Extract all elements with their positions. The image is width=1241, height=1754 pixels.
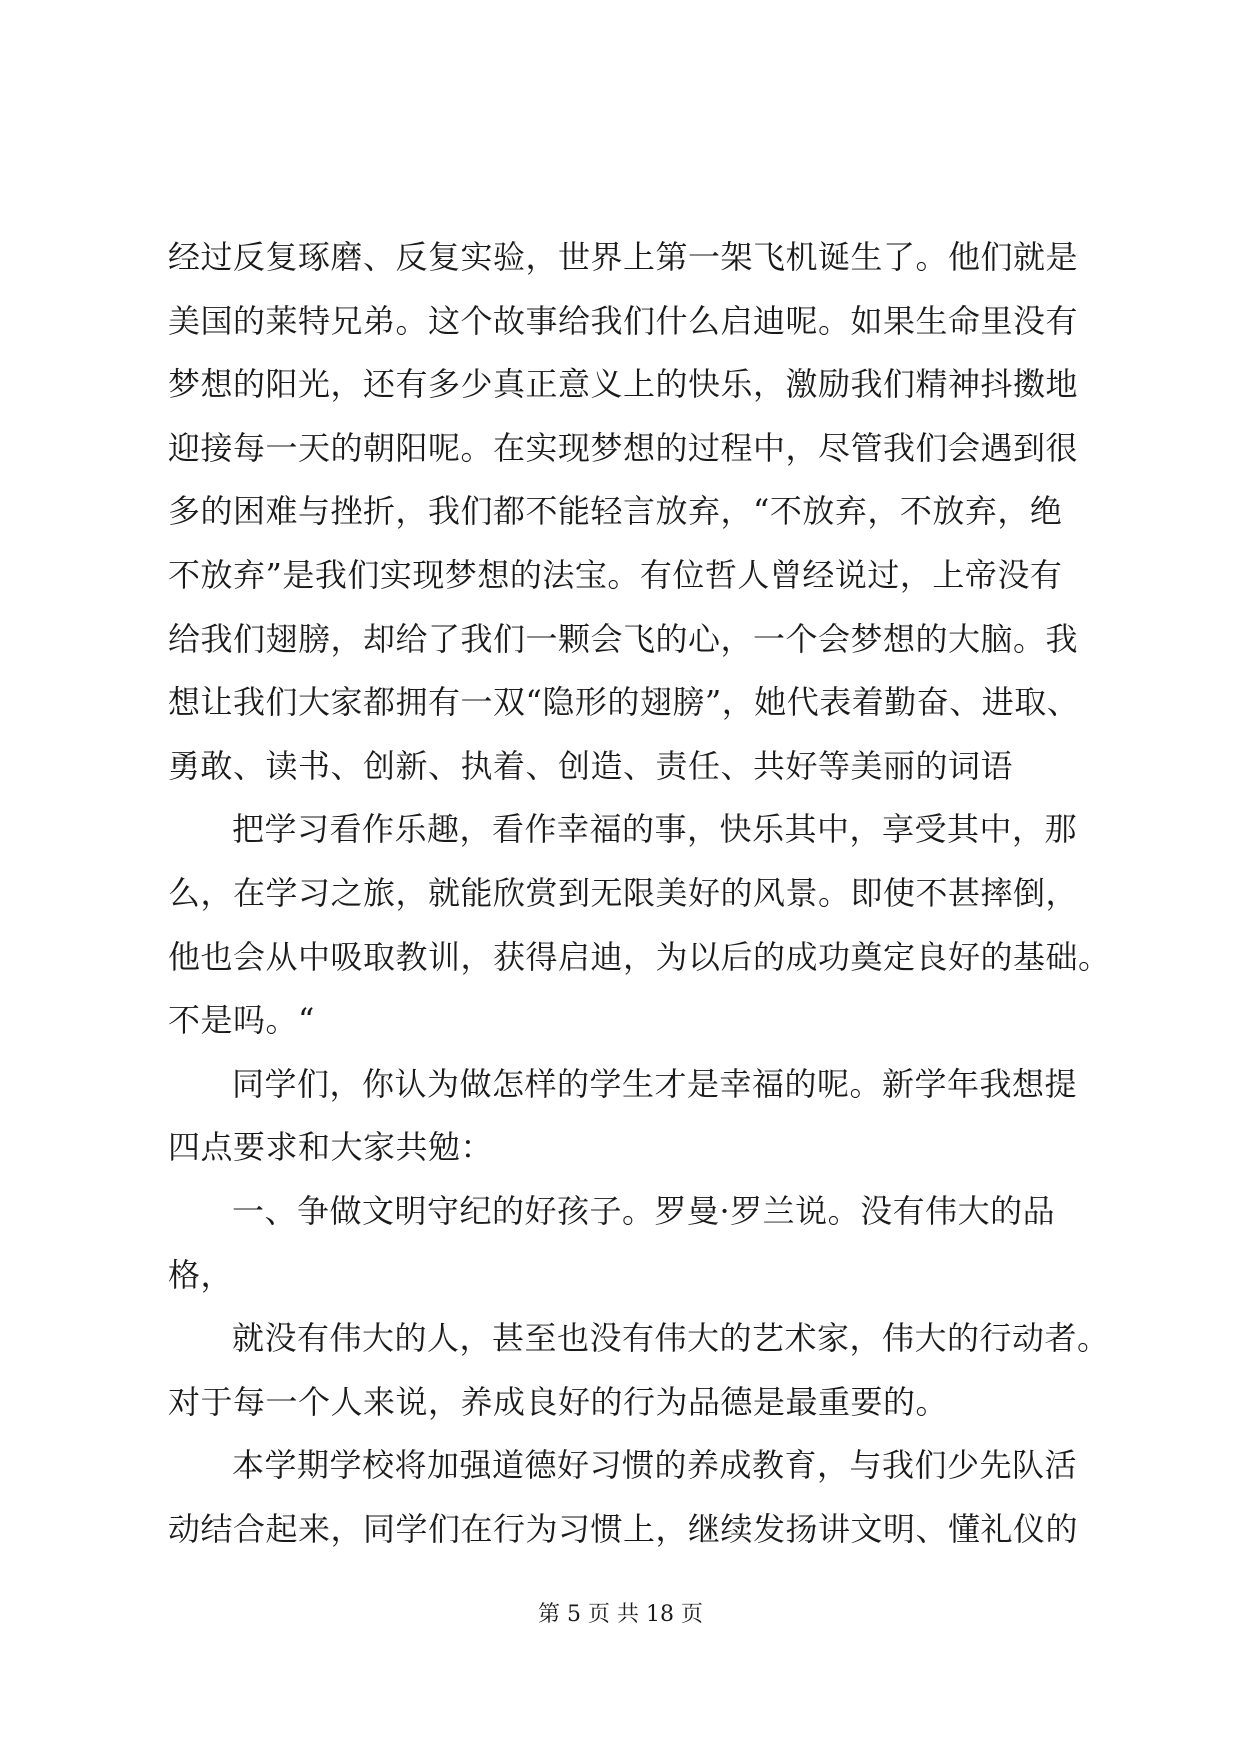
text-line: 梦想的阳光，还有多少真正意义上的快乐，激励我们精神抖擞地 (168, 365, 1079, 404)
paragraph-start-line: 同学们，你认为做怎样的学生才是幸福的呢。新学年我想提 (232, 1064, 1078, 1103)
page-number-footer: 第 5 页 共 18 页 (538, 1602, 703, 1627)
paragraph-start-line: 本学期学校将加强道德好习惯的养成教育，与我们少先队活 (232, 1446, 1078, 1485)
paragraph-start-line: 就没有伟大的人，甚至也没有伟大的艺术家，伟大的行动者。 (232, 1319, 1110, 1358)
text-line: 他也会从中吸取教训，获得启迪，为以后的成功奠定良好的基础。 (168, 937, 1111, 976)
paragraph-start-line: 把学习看作乐趣，看作幸福的事，快乐其中，享受其中，那 (232, 810, 1078, 849)
text-line: 迎接每一天的朝阳呢。在实现梦想的过程中，尽管我们会遇到很 (168, 428, 1079, 467)
text-line: 多的困难与挫折，我们都不能轻言放弃，“不放弃，不放弃，绝 (168, 492, 1063, 531)
paragraph-start-line: 一、争做文明守纪的好孩子。罗曼·罗兰说。没有伟大的品 (232, 1191, 1056, 1230)
text-line: 对于每一个人来说，养成良好的行为品德是最重要的。 (168, 1382, 949, 1421)
body-text (168, 226, 1111, 1561)
text-line: 不是吗。“ (168, 1001, 315, 1040)
text-line: 四点要求和大家共勉： (168, 1128, 494, 1167)
text-line: 勇敢、读书、创新、执着、创造、责任、共好等美丽的词语 (168, 746, 1014, 785)
text-line: 格， (168, 1255, 234, 1294)
text-line: 经过反复琢磨、反复实验，世界上第一架飞机诞生了。他们就是 (168, 238, 1079, 276)
text-line: 动结合起来，同学们在行为习惯上，继续发扬讲文明、懂礼仪的 (168, 1509, 1079, 1548)
text-line: 美国的莱特兄弟。这个故事给我们什么启迪呢。如果生命里没有 (168, 301, 1079, 340)
text-line: 不放弃”是我们实现梦想的法宝。有位哲人曾经说过，上帝没有 (168, 555, 1063, 594)
text-line: 给我们翅膀，却给了我们一颗会飞的心，一个会梦想的大脑。我 (168, 619, 1079, 658)
text-line: 么，在学习之旅，就能欣赏到无限美好的风景。即使不甚摔倒， (168, 873, 1079, 912)
text-line: 想让我们大家都拥有一双“隐形的翅膀”，她代表着勤奋、进取、 (168, 683, 1080, 722)
